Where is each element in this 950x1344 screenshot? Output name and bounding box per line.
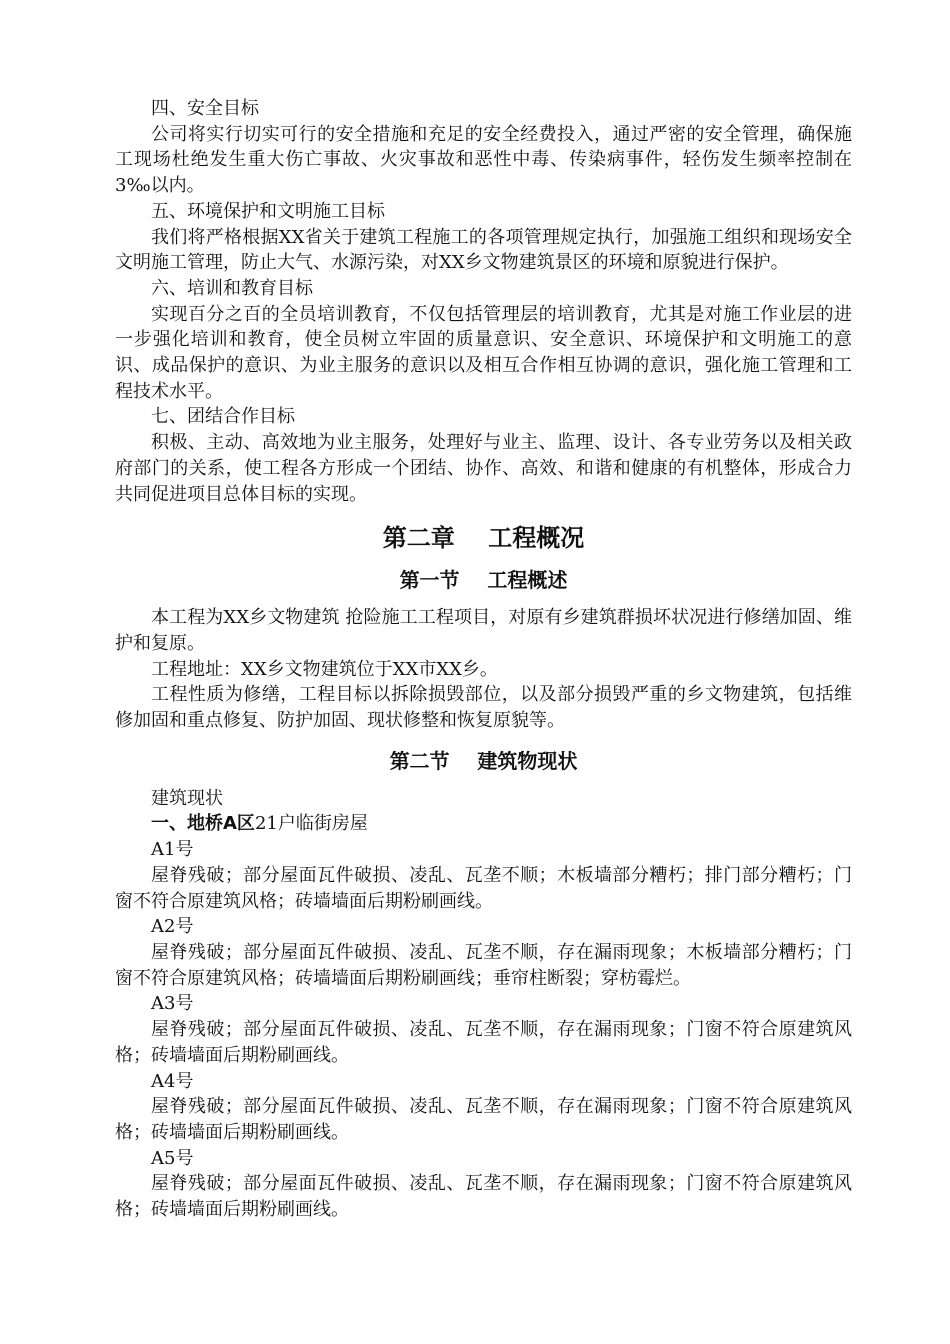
goal-body-environment: 我们将严格根据XX省关于建筑工程施工的各项管理规定执行，加强施工组织和现场安全文明施工管理，防止大气、水源污染，对XX乡文物建筑景区的环境和原貌进行保护。 — [115, 226, 852, 274]
house-description: 屋脊残破；部分屋面瓦件破损、凌乱、瓦垄不顺，存在漏雨现象；门窗不符合原建筑风格；砖墙墙面后期粉刷画线。 — [115, 1096, 852, 1143]
section-1-paragraph: 工程性质为修缮，工程目标以拆除损毁部位，以及部分损毁严重的乡文物建筑，包括维修加固和重点修复、防护加固、现状修整和恢复原貌等。 — [115, 684, 852, 732]
house-description: 屋脊残破；部分屋面瓦件破损、凌乱、瓦垄不顺，存在漏雨现象；门窗不符合原建筑风格；砖墙墙面后期粉刷画线。 — [115, 1173, 852, 1221]
house-id: A3号 — [151, 993, 194, 1015]
house-id: A4号 — [151, 1070, 194, 1092]
goal-body-training: 实现百分之百的全员培训教育，不仅包括管理层的培训教育，尤其是对施工作业层的进一步强化培训和教育，使全员树立牢固的质量意识、安全意识、环境保护和文明施工的意识、成品保护的意识、为业主服务的意识以及相互合作相互协调的意识，强化施工管理和工程技术水平。 — [115, 303, 852, 402]
goal-heading-safety: 四、安全目标 — [151, 98, 259, 119]
area-label-rest: 21户临街房屋 — [254, 813, 368, 835]
section-2-title: 第二节 建筑物现状 — [389, 748, 578, 773]
goal-body-cooperation: 积极、主动、高效地为业主服务，处理好与业主、监理、设计、各专业劳务以及相关政府部门的关系，使工程各方形成一个团结、协作、高效、和谐和健康的有机整体，形成合力共同促进项目总体目标的实现。 — [115, 432, 852, 505]
section-1-title: 第一节 工程概述 — [399, 568, 568, 593]
area-label-bold: 一、地桥A区 — [151, 813, 255, 835]
house-id: A2号 — [151, 916, 194, 938]
goal-heading-cooperation: 七、团结合作目标 — [151, 406, 295, 428]
house-id: A5号 — [151, 1147, 194, 1169]
section-1-paragraph: 本工程为XX乡文物建筑 抢险施工工程项目，对原有乡建筑群损坏状况进行修缮加固、维护和复原。 — [115, 607, 852, 654]
goal-body-safety: 公司将实行切实可行的安全措施和充足的安全经费投入，通过严密的安全管理，确保施工现场杜绝发生重大伤亡事故、火灾事故和恶性中毒、传染病事件，轻伤发生频率控制在3‰以内。 — [115, 123, 852, 197]
document-page — [115, 96, 852, 1223]
section-1-paragraph: 工程地址：XX乡文物建筑位于XX市XX乡。 — [151, 658, 498, 680]
status-label: 建筑现状 — [151, 787, 223, 809]
house-description: 屋脊残破；部分屋面瓦件破损、凌乱、瓦垄不顺，存在漏雨现象；门窗不符合原建筑风格；砖墙墙面后期粉刷画线。 — [115, 1019, 852, 1066]
goal-heading-training: 六、培训和教育目标 — [151, 277, 313, 299]
house-description: 屋脊残破；部分屋面瓦件破损、凌乱、瓦垄不顺；木板墙部分糟朽；排门部分糟朽；门窗不符合原建筑风格；砖墙墙面后期粉刷画线。 — [115, 864, 852, 912]
house-description: 屋脊残破；部分屋面瓦件破损、凌乱、瓦垄不顺，存在漏雨现象；木板墙部分糟朽；门窗不符合原建筑风格；砖墙墙面后期粉刷画线；垂帘柱断裂；穿枋霉烂。 — [115, 941, 852, 989]
chapter-title: 第二章 工程概况 — [382, 524, 585, 553]
area-label — [115, 811, 852, 837]
goal-heading-environment: 五、环境保护和文明施工目标 — [151, 200, 385, 222]
house-id: A1号 — [151, 839, 194, 861]
